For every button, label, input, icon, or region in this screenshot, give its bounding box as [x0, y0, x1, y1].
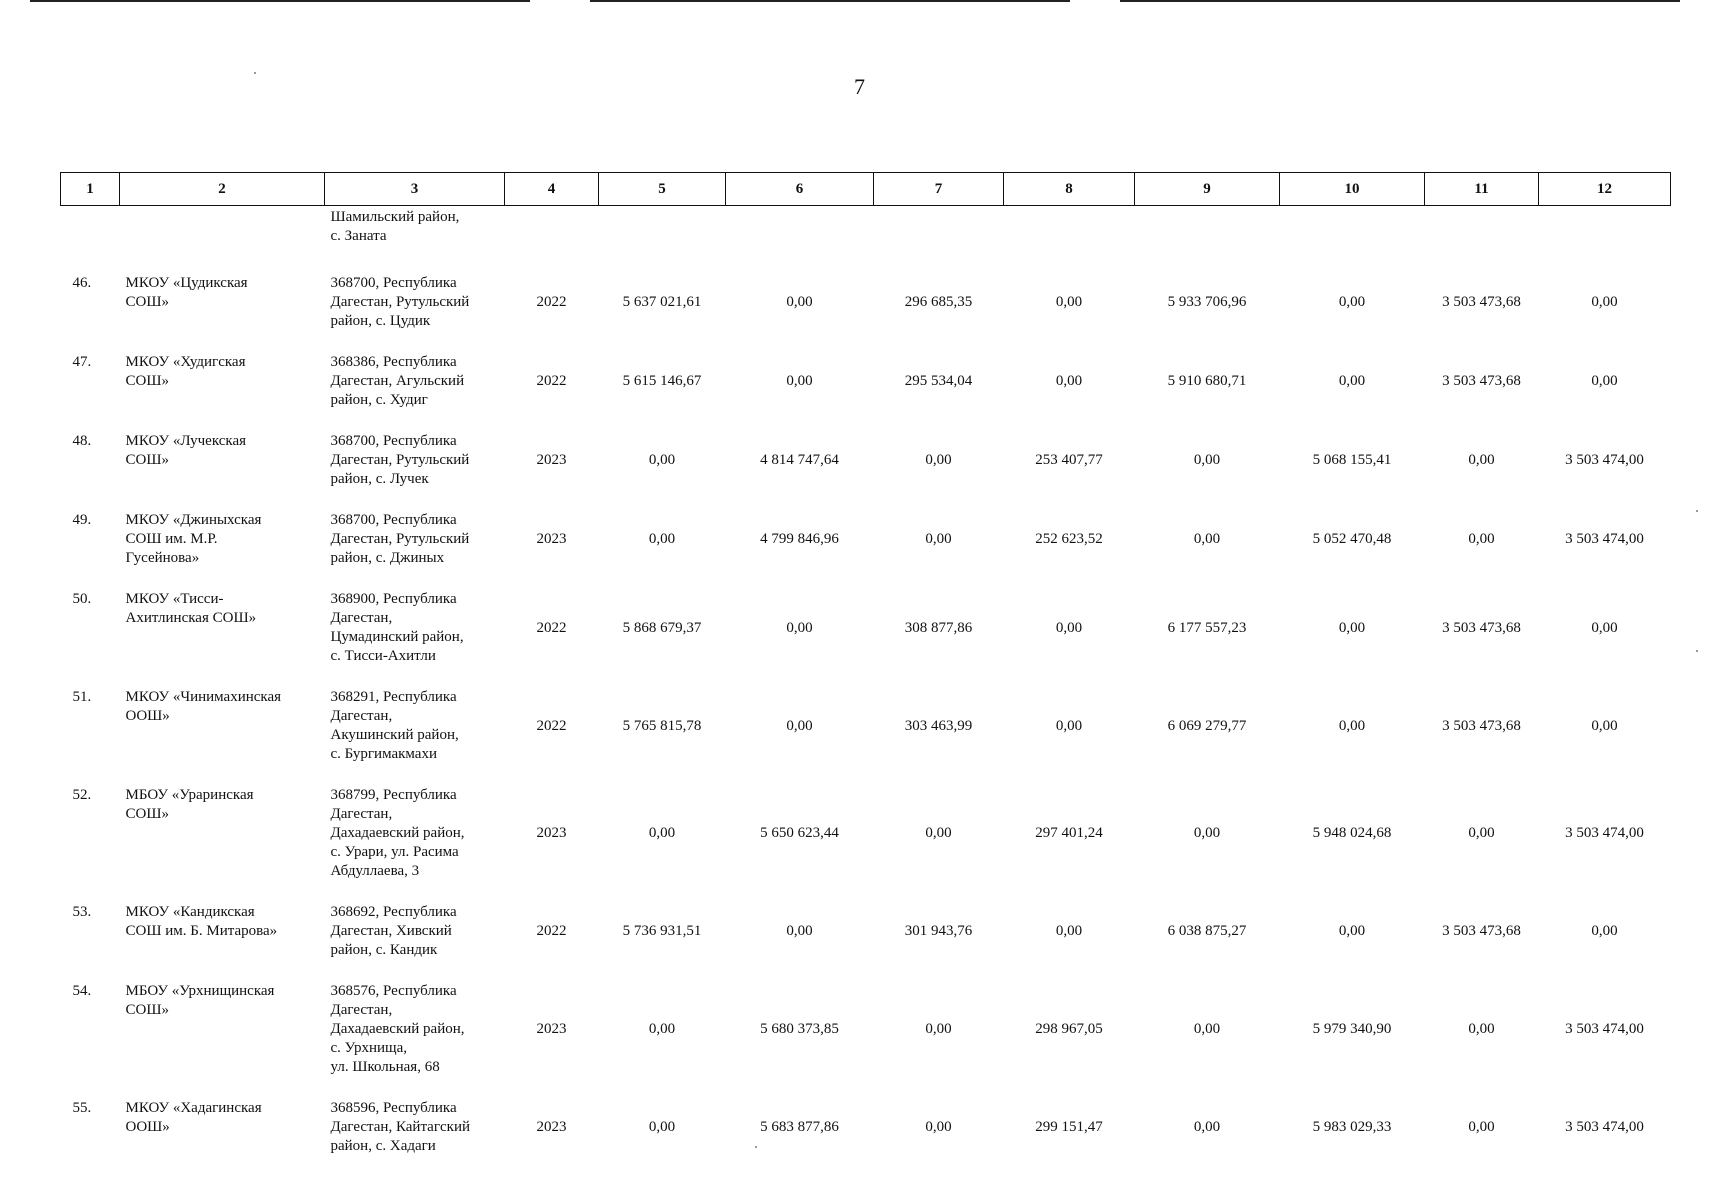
school-name-line: МКОУ «Цудикская [125, 275, 248, 291]
address-line: район, с. Джиных [330, 550, 445, 566]
year-cell: 2023 [536, 1021, 567, 1037]
address-line: Абдуллаева, 3 [330, 863, 420, 879]
amount-cell-11: 0,00 [1468, 1021, 1495, 1037]
address-line: ул. Школьная, 68 [330, 1059, 440, 1075]
amount-cell-6: 0,00 [786, 923, 813, 939]
address-line: с. Тисси-Ахитли [330, 648, 436, 664]
address-line: с. Заната [330, 228, 387, 244]
amount-cell-9: 6 177 557,23 [1167, 619, 1247, 636]
amount-cell-11: 0,00 [1468, 531, 1495, 547]
year-cell: 2023 [536, 452, 567, 468]
school-name-cell [120, 680, 325, 778]
amount-cell-12: 0,00 [1591, 373, 1618, 389]
amount-cell-10: 5 068 155,41 [1312, 452, 1392, 468]
address-line: Дагестан, Агульский [330, 373, 465, 389]
address-line: Шамильский район, [330, 209, 460, 225]
amount-cell-11: 0,00 [1468, 1119, 1495, 1135]
scan-top-line [1120, 0, 1680, 2]
school-name-line: МБОУ «Урхнищинская [125, 983, 275, 999]
address-line: с. Урхнища, [330, 1040, 407, 1056]
school-name-line: МКОУ «Худигская [125, 354, 246, 370]
amount-cell-5: 5 615 146,67 [622, 373, 702, 389]
row-number: 46. [72, 275, 92, 291]
amount-cell-11: 3 503 473,68 [1442, 373, 1521, 389]
school-name-line: МКОУ «Лучекская [125, 433, 247, 449]
amount-cell-12: 3 503 474,00 [1565, 825, 1644, 841]
scan-speck [1696, 510, 1698, 512]
school-name-cell [120, 266, 325, 345]
amount-cell-9: 0,00 [1193, 1021, 1221, 1037]
row-number: 49. [72, 512, 92, 528]
amount-cell-6: 5 683 877,86 [760, 1119, 839, 1135]
amount-cell-6: 4 799 846,96 [760, 531, 839, 547]
address-line: Дагестан, [330, 806, 393, 822]
amount-cell-9: 5 910 680,71 [1167, 373, 1247, 389]
address-line: 368799, Республика [330, 787, 457, 803]
header-col-1: 1 [61, 173, 120, 206]
school-name-line: МКОУ «Чинимахинская [125, 689, 282, 705]
address-line: район, с. Цудик [330, 313, 431, 329]
amount-cell-12: 0,00 [1591, 294, 1618, 310]
amount-cell-6: 0,00 [786, 717, 813, 734]
row-number: 47. [72, 354, 92, 370]
address-line: 368692, Республика [330, 904, 457, 920]
row-number: 51. [72, 689, 92, 705]
address-line: 368900, Республика [330, 591, 457, 607]
amount-cell-5: 0,00 [648, 452, 676, 468]
address-line: Дагестан, [330, 1002, 393, 1018]
amount-cell-5: 0,00 [648, 1119, 676, 1135]
scan-top-line [30, 0, 530, 2]
amount-cell-10: 0,00 [1338, 717, 1366, 734]
table-row [61, 974, 1671, 1091]
header-col-7: 7 [874, 173, 1004, 206]
address-cell [325, 424, 505, 503]
address-line: Акушинский район, [330, 727, 459, 743]
school-name-line: СОШ» [125, 294, 169, 310]
amount-cell-8: 299 151,47 [1035, 1119, 1103, 1135]
school-name-line: МКОУ «Джиныхская [125, 512, 262, 528]
row-number: 54. [72, 983, 92, 999]
school-name-line: Гусейнова» [125, 550, 200, 566]
address-cell [325, 895, 505, 974]
amount-cell-5: 5 868 679,37 [622, 619, 702, 636]
address-cell [325, 974, 505, 1091]
amount-cell-10: 0,00 [1338, 294, 1366, 310]
address-line: 368386, Республика [330, 354, 457, 370]
school-name-cell [120, 974, 325, 1091]
amount-cell-7: 296 685,35 [904, 294, 973, 310]
address-cell [325, 1091, 505, 1170]
table-row [61, 503, 1671, 582]
table-row-continuation [61, 206, 1671, 267]
amount-cell-5: 5 736 931,51 [622, 923, 702, 939]
row-number: 50. [72, 591, 92, 607]
amount-cell-10: 0,00 [1338, 619, 1366, 636]
amount-cell-6: 0,00 [786, 373, 813, 389]
amount-cell-7: 295 534,04 [904, 373, 973, 389]
amount-cell-9: 0,00 [1193, 452, 1221, 468]
header-col-2: 2 [120, 173, 325, 206]
amount-cell-9: 6 069 279,77 [1167, 717, 1247, 734]
address-line: 368700, Республика [330, 512, 457, 528]
year-cell: 2022 [536, 294, 567, 310]
amount-cell-11: 3 503 473,68 [1442, 717, 1521, 734]
address-line: 368700, Республика [330, 433, 457, 449]
table-row [61, 266, 1671, 345]
amount-cell-7: 0,00 [925, 1119, 952, 1135]
year-cell: 2023 [536, 1119, 567, 1135]
page-number: 7 [854, 74, 865, 99]
year-cell: 2023 [536, 825, 567, 841]
school-name-line: ООШ» [125, 708, 170, 724]
data-table [60, 172, 1671, 1170]
header-col-3: 3 [325, 173, 505, 206]
address-line: 368700, Республика [330, 275, 457, 291]
amount-cell-6: 5 680 373,85 [760, 1021, 839, 1037]
amount-cell-10: 0,00 [1338, 923, 1366, 939]
amount-cell-10: 5 979 340,90 [1312, 1021, 1392, 1037]
amount-cell-6: 0,00 [786, 619, 813, 636]
year-cell: 2022 [536, 373, 567, 389]
school-name-cell [120, 503, 325, 582]
amount-cell-5: 0,00 [648, 531, 676, 547]
amount-cell-8: 0,00 [1055, 294, 1083, 310]
address-line: 368576, Республика [330, 983, 457, 999]
amount-cell-11: 3 503 473,68 [1442, 619, 1521, 636]
header-col-8: 8 [1004, 173, 1135, 206]
school-name-line: МБОУ «Ураринская [125, 787, 254, 803]
amount-cell-5: 0,00 [648, 825, 676, 841]
header-col-5: 5 [599, 173, 726, 206]
amount-cell-7: 301 943,76 [904, 923, 973, 939]
address-line: Дахадаевский район, [330, 825, 465, 841]
school-name-line: Ахитлинская СОШ» [125, 610, 257, 626]
row-number: 53. [72, 904, 92, 920]
year-cell: 2022 [536, 923, 567, 939]
school-name-cell [120, 895, 325, 974]
amount-cell-5: 5 637 021,61 [622, 294, 702, 310]
address-cell [325, 345, 505, 424]
table-row [61, 424, 1671, 503]
address-cell [325, 266, 505, 345]
amount-cell-12: 3 503 474,00 [1565, 1119, 1644, 1135]
address-line: 368596, Республика [330, 1100, 457, 1116]
amount-cell-12: 0,00 [1591, 717, 1618, 734]
table-row [61, 1091, 1671, 1170]
school-name-cell [120, 778, 325, 895]
row-number: 52. [72, 787, 92, 803]
school-name-line: СОШ» [125, 452, 169, 468]
amount-cell-7: 303 463,99 [904, 717, 973, 734]
amount-cell-9: 0,00 [1193, 825, 1221, 841]
amount-cell-9: 5 933 706,96 [1167, 294, 1247, 310]
amount-cell-9: 6 038 875,27 [1167, 923, 1247, 939]
amount-cell-10: 5 983 029,33 [1312, 1119, 1392, 1135]
address-cell [325, 503, 505, 582]
amount-cell-8: 297 401,24 [1035, 825, 1103, 841]
amount-cell-8: 0,00 [1055, 619, 1083, 636]
address-line: район, с. Кандик [330, 942, 438, 958]
table-row [61, 582, 1671, 680]
address-line: Цумадинский район, [330, 629, 464, 645]
address-line: район, с. Лучек [330, 471, 429, 487]
address-line: район, с. Хадаги [330, 1138, 436, 1154]
address-cell [325, 582, 505, 680]
amount-cell-10: 5 052 470,48 [1312, 531, 1392, 547]
amount-cell-12: 3 503 474,00 [1565, 1021, 1644, 1037]
amount-cell-6: 5 650 623,44 [760, 825, 839, 841]
address-cell [325, 778, 505, 895]
amount-cell-12: 0,00 [1591, 923, 1618, 939]
address-line: Дагестан, [330, 610, 393, 626]
address-line: Дагестан, [330, 708, 393, 724]
amount-cell-11: 0,00 [1468, 825, 1495, 841]
amount-cell-5: 0,00 [648, 1021, 676, 1037]
amount-cell-7: 0,00 [925, 1021, 952, 1037]
scan-top-line [590, 0, 1070, 2]
year-cell: 2022 [536, 619, 567, 636]
amount-cell-12: 0,00 [1591, 619, 1618, 636]
school-name-line: СОШ» [125, 1002, 169, 1018]
amount-cell-6: 0,00 [786, 294, 813, 310]
table-header-row [61, 173, 1671, 206]
amount-cell-12: 3 503 474,00 [1565, 531, 1644, 547]
school-name-line: СОШ им. М.Р. [125, 531, 218, 547]
school-name-line: МКОУ «Хадагинская [125, 1100, 262, 1116]
header-col-9: 9 [1135, 173, 1280, 206]
address-line: Дагестан, Рутульский [330, 294, 470, 310]
amount-cell-8: 0,00 [1055, 717, 1083, 734]
school-name-line: СОШ» [125, 373, 169, 389]
school-name-cell [120, 345, 325, 424]
amount-cell-7: 308 877,86 [904, 619, 973, 636]
row-number: 55. [72, 1100, 92, 1116]
address-line: с. Урари, ул. Расима [330, 844, 459, 860]
school-name-line: ООШ» [125, 1119, 170, 1135]
amount-cell-11: 3 503 473,68 [1442, 923, 1521, 939]
amount-cell-10: 5 948 024,68 [1312, 825, 1392, 841]
amount-cell-7: 0,00 [925, 825, 952, 841]
table-row [61, 345, 1671, 424]
address-line: с. Бургимакмахи [330, 746, 437, 762]
table-row [61, 680, 1671, 778]
amount-cell-7: 0,00 [925, 452, 952, 468]
amount-cell-8: 0,00 [1055, 373, 1083, 389]
header-col-10: 10 [1280, 173, 1425, 206]
address-line: Дагестан, Хивский [330, 923, 452, 939]
amount-cell-8: 253 407,77 [1035, 452, 1103, 468]
year-cell: 2023 [536, 531, 567, 547]
school-name-line: МКОУ «Кандикская [125, 904, 255, 920]
school-name-cell [120, 1091, 325, 1170]
address-line: Дагестан, Рутульский [330, 531, 470, 547]
amount-cell-9: 0,00 [1193, 531, 1221, 547]
amount-cell-11: 0,00 [1468, 452, 1495, 468]
table-row [61, 778, 1671, 895]
amount-cell-10: 0,00 [1338, 373, 1366, 389]
year-cell: 2022 [536, 717, 567, 734]
school-name-line: МКОУ «Тисси- [125, 591, 224, 607]
address-cell [325, 206, 505, 267]
school-name-line: СОШ им. Б. Митарова» [125, 923, 278, 939]
school-name-cell [120, 582, 325, 680]
amount-cell-8: 298 967,05 [1035, 1021, 1103, 1037]
address-line: 368291, Республика [330, 689, 457, 705]
address-line: район, с. Худиг [330, 392, 428, 408]
amount-cell-9: 0,00 [1193, 1119, 1221, 1135]
school-name-line: СОШ» [125, 806, 169, 822]
row-number: 48. [72, 433, 92, 449]
amount-cell-12: 3 503 474,00 [1565, 452, 1644, 468]
header-col-6: 6 [726, 173, 874, 206]
amount-cell-7: 0,00 [925, 531, 952, 547]
header-col-4: 4 [505, 173, 599, 206]
amount-cell-11: 3 503 473,68 [1442, 294, 1521, 310]
header-col-12: 12 [1539, 173, 1671, 206]
address-cell [325, 680, 505, 778]
amount-cell-6: 4 814 747,64 [760, 452, 839, 468]
scan-speck [1696, 650, 1698, 652]
address-line: Дагестан, Кайтагский [330, 1119, 470, 1135]
table-row [61, 895, 1671, 974]
school-name-cell [120, 424, 325, 503]
amount-cell-5: 5 765 815,78 [622, 717, 702, 734]
amount-cell-8: 252 623,52 [1035, 531, 1103, 547]
amount-cell-8: 0,00 [1055, 923, 1083, 939]
address-line: Дагестан, Рутульский [330, 452, 470, 468]
address-line: Дахадаевский район, [330, 1021, 465, 1037]
header-col-11: 11 [1425, 173, 1539, 206]
